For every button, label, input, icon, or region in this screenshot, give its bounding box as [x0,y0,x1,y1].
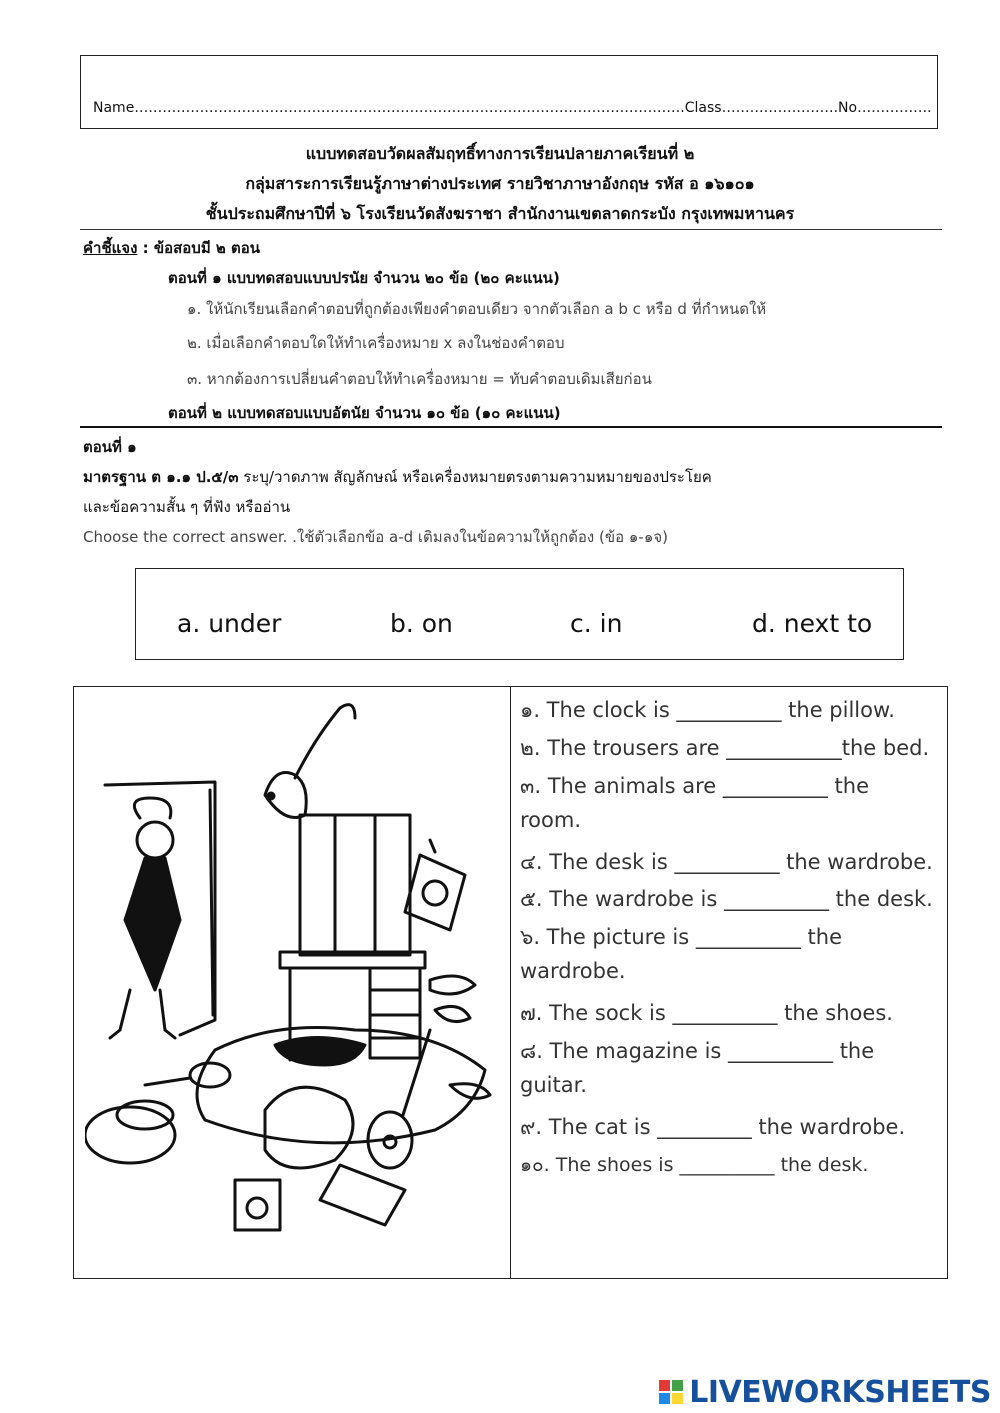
part2-description: ตอนที่ ๒ แบบทดสอบแบบอัตนัย จำนวน ๑๐ ข้อ (๑๐ คะแนน) [168,404,561,422]
standard-line-2: และข้อความสั้น ๆ ที่ฟัง หรืออ่าน [83,498,291,516]
question-3[interactable]: ๓. The animals are __________ the [520,774,870,798]
exam-school: ชั้นประถมศึกษาปีที่ ๖ โรงเรียนวัดสังฆราชา สำนักงานเขตลาดกระบัง กรุงเทพมหานคร [205,204,795,223]
pillow [85,1107,175,1163]
logo-text: LIVEWORKSHEETS [689,1374,991,1410]
standard-line [83,465,712,489]
clothes [265,1087,353,1168]
question-6[interactable]: ๖. The picture is __________ the [520,925,843,949]
table-column-divider [510,686,511,1279]
liveworksheets-logo-icon [659,1380,683,1404]
sock [450,1084,490,1099]
question-5[interactable]: ๕. The wardrobe is __________ the desk. [520,887,933,911]
picture-frame [405,855,465,930]
instructions-label-rest: : ข้อสอบมี ๒ ตอน [137,239,261,257]
question-3-continued: room. [520,808,582,832]
section-heading: ตอนที่ ๑ [83,438,137,456]
instruction-item-1: ๑. ให้นักเรียนเลือกคำตอบที่ถูกต้องเพียงคำตอบเดียว จากตัวเลือก a b c หรือ d ที่กำหนดให้ [187,300,767,318]
option-c[interactable]: c. in [570,609,623,638]
liveworksheets-logo[interactable] [659,1374,991,1410]
question-8-continued: guitar. [520,1073,587,1097]
magazine [320,1165,405,1225]
instruction-item-2: ๒. เมื่อเลือกคำตอบใดให้ทำเครื่องหมาย x ลงในช่องคำตอบ [187,334,565,352]
exam-title: แบบทดสอบวัดผลสัมฤทธิ์ทางการเรียนปลายภาคเรียนที่ ๒ [305,144,695,163]
question-10[interactable]: ๑๐. The shoes is __________ the desk. [520,1154,869,1176]
name-class-no-line[interactable]: Name……………………………………………………………………………………………………….Class…………………….No……………. [93,100,932,116]
desk-drawers [370,968,420,1058]
instructions-label: คำชี้แจง [83,239,138,257]
option-b[interactable]: b. on [390,609,453,638]
name-box [80,55,938,129]
racket [190,1063,230,1087]
wardrobe [300,815,410,955]
radio [235,1180,280,1230]
divider [80,229,942,230]
question-9[interactable]: ๙. The cat is _________ the wardrobe. [520,1115,906,1139]
question-6-continued: wardrobe. [520,959,626,983]
question-1[interactable]: ๑. The clock is __________ the pillow. [520,698,895,722]
exam-subject: กลุ่มสาระการเรียนรู้ภาษาต่างประเทศ รายวิชาภาษาอังกฤษ รหัส อ ๑๖๑๐๑ [245,174,755,193]
question-8[interactable]: ๘. The magazine is __________ the [520,1039,875,1063]
messy-bedroom-illustration [85,690,505,1275]
question-2[interactable]: ๒. The trousers are ___________the bed. [520,736,930,760]
standard-text: ระบุ/วาดภาพ สัญลักษณ์ หรือเครื่องหมายตรงตามความหมายของประโยค [238,468,712,486]
standard-code: มาตรฐาน ต ๑.๑ ป.๕/๓ [83,468,239,486]
question-7[interactable]: ๗. The sock is __________ the shoes. [520,1001,893,1025]
option-a[interactable]: a. under [177,609,282,638]
direction-text: Choose the correct answer. .ใช้ตัวเลือกข้อ a-d เติมลงในข้อความให้ถูกต้อง (ข้อ ๑-๑จ) [83,528,669,546]
shoes [430,976,475,994]
option-d[interactable]: d. next to [752,609,873,638]
woman-head [137,822,173,858]
part1-description: ตอนที่ ๑ แบบทดสอบแบบปรนัย จำนวน ๒๐ ข้อ (๒๐ คะแนน) [168,269,560,287]
question-4[interactable]: ๔. The desk is __________ the wardrobe. [520,850,933,874]
instruction-item-3: ๓. หากต้องการเปลี่ยนคำตอบให้ทำเครื่องหมาย = ทับคำตอบเดิมเสียก่อน [187,370,652,388]
woman-dress [125,858,180,990]
section-divider [80,426,942,428]
instructions-heading [83,236,260,260]
